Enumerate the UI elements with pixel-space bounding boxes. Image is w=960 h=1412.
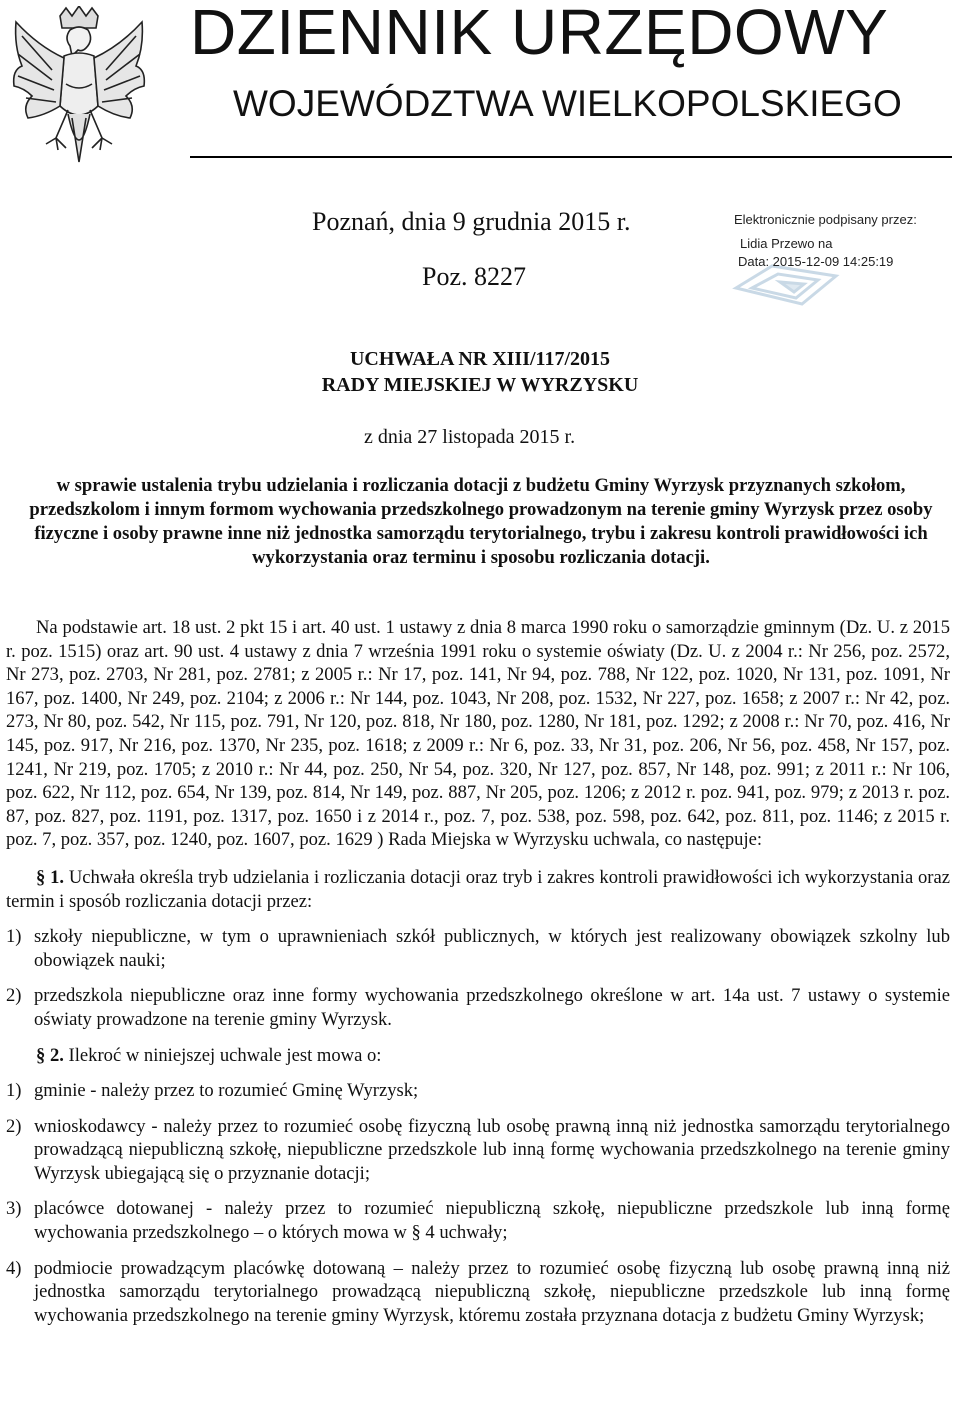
list-item-number: 3) — [6, 1198, 22, 1220]
electronic-signature-block — [732, 212, 954, 312]
list-item — [6, 1257, 950, 1328]
journal-title: DZIENNIK URZĘDOWY — [190, 0, 889, 68]
preamble: Na podstawie art. 18 ust. 2 pkt 15 i art. 40 ust. 1 ustawy z dnia 8 marca 1990 roku o samorządzie gminnym (Dz. U. z 2015 r. poz. 1515) oraz art. 90 ust. 4 ustawy z dnia 7 września 1991 roku o systemie oświaty (Dz. U. z 2004 r.: Nr 256, poz. 2572, Nr 273, poz. 2703, Nr 281, poz. 2781; z 2005 r.: Nr 17, poz. 141, Nr 94, poz. 788, Nr 122, poz. 1020, Nr 131, poz. 1091, Nr 167, poz. 1400, Nr 249, poz. 2104; z 2006 r.: Nr 144, poz. 1043, Nr 208, poz. 1532, Nr 227, poz. 1658; z 2007 r.: Nr 42, poz. 273, Nr 80, poz. 542, Nr 115, poz. 791, Nr 120, poz. 818, Nr 180, poz. 1280, Nr 181, poz. 1292; z 2008 r.: Nr 70, poz. 416, Nr 145, poz. 917, Nr 216, poz. 1370, Nr 235, poz. 1618; z 2009 r.: Nr 6, poz. 33, Nr 31, poz. 206, Nr 56, poz. 458, Nr 157, poz. 1241, Nr 219, poz. 1705; z 2010 r.: Nr 44, poz. 250, Nr 54, poz. 320, Nr 127, poz. 857, Nr 148, poz. 991; z 2011 r.: Nr 106, poz. 622, Nr 112, poz. 654, Nr 139, poz. 814, Nr 149, poz. 887, Nr 205, poz. 1206; z 2012 r. poz. 941, poz. 979; z 2013 r. poz. 87, poz. 827, poz. 1191, poz. 1317, poz. 1650 i z 2014 r., poz. 7, poz. 538, poz. 598, poz. 642, poz. 811, poz. 1146; z 2015 r. poz. 7, poz. 357, poz. 1240, poz. 1607, poz. 1629 ) Rada Miejska w Wyrzysku uchwala, co następuje: — [6, 617, 950, 851]
resolution-date: z dnia 27 listopada 2015 r. — [364, 426, 576, 448]
section-2-mark: § 2. — [36, 1044, 64, 1066]
list-item-text: przedszkola niepubliczne oraz inne formy wychowania przedszkolnego określone w art. 14a ust. 7 ustawy o systemie oświaty prowadzone na terenie gminy Wyrzysk. — [34, 985, 950, 1030]
list-item — [6, 1115, 950, 1186]
section-1-text: Uchwała określa tryb udzielania i rozliczania dotacji oraz tryb i zakres kontroli prawidłowości ich wykorzystania oraz termin i sposób rozliczania dotacji przez: — [6, 866, 951, 912]
list-item-text: wnioskodawcy - należy przez to rozumieć osobę fizyczną lub osobę prawną inną niż jednostka samorządu terytorialnego prowadzącą niepubliczną szkołę, niepubliczne przedszkole lub inną formę wychowania przedszkolnego na terenie gminy Wyrzysk ubiegającą się o przyznanie dotacji; — [34, 1115, 950, 1184]
signature-name: Lidia Przewo na — [740, 236, 833, 251]
resolution-subject: w sprawie ustalenia trybu udzielania i rozliczania dotacji z budżetu Gminy Wyrzysk przyznanych szkołom, przedszkolom i innym formom wychowania przedszkolnego prowadzonym na terenie gminy Wyrzysk przez osoby fizyczne i osoby prawne inne niż jednostka samorządu terytorialnego, trybu i zakresu kontroli prawidłowości ich wykorzystania oraz terminu i sposobu rozliczania dotacji. — [29, 475, 933, 568]
section-2 — [6, 1044, 950, 1068]
position-number: Poz. 8227 — [422, 262, 526, 291]
resolution-number: UCHWAŁA NR XIII/117/2015 — [349, 348, 611, 370]
signature-label: Elektronicznie podpisany przez: — [734, 212, 917, 227]
signature-date: Data: 2015-12-09 14:25:19 — [738, 254, 894, 269]
list-item-text: podmiocie prowadzącym placówkę dotowaną – należy przez to rozumieć osobę fizyczną lub osobę prawną inną niż jednostka samorządu terytorialnego prowadzącą niepubliczną szkołę, niepubliczne przedszkole lub inną formę wychowania przedszkolnego na terenie gminy Wyrzysk, któremu została przyznana dotacja z budżetu Gminy Wyrzysk; — [34, 1257, 950, 1326]
section-1-mark: § 1. — [36, 866, 65, 888]
section-2-text: Ilekroć w niniejszej uchwale jest mowa o: — [68, 1044, 382, 1066]
section-1 — [6, 866, 950, 913]
eagle-emblem-icon — [8, 6, 150, 184]
list-item-text: placówce dotowanej - należy przez to rozumieć niepubliczną szkołę, niepubliczne przedszkole lub inną formę wychowania przedszkolnego – o których mowa w § 4 uchwały; — [34, 1198, 950, 1244]
header-divider — [190, 156, 952, 158]
list-item-number: 2) — [6, 1115, 22, 1137]
list-item-text: gminie - należy przez to rozumieć Gminę Wyrzysk; — [34, 1080, 419, 1102]
place-date: Poznań, dnia 9 grudnia 2015 r. — [312, 207, 631, 236]
list-item-number: 4) — [6, 1257, 22, 1279]
resolution-body — [6, 616, 950, 1327]
list-item-text: szkoły niepubliczne, w tym o uprawnieniach szkół publicznych, w których jest realizowany obowiązek szkolny lub obowiązek nauki; — [34, 926, 950, 971]
list-item — [6, 1197, 950, 1244]
journal-subtitle: WOJEWÓDZTWA WIELKOPOLSKIEGO — [233, 83, 902, 124]
list-item — [6, 984, 950, 1031]
list-item-number: 2) — [6, 985, 22, 1007]
list-item — [6, 1079, 950, 1103]
list-item — [6, 925, 950, 972]
resolution-council: RADY MIEJSKIEJ W WYRZYSKU — [321, 374, 639, 396]
list-item-number: 1) — [6, 1080, 22, 1102]
list-item-number: 1) — [6, 926, 22, 948]
